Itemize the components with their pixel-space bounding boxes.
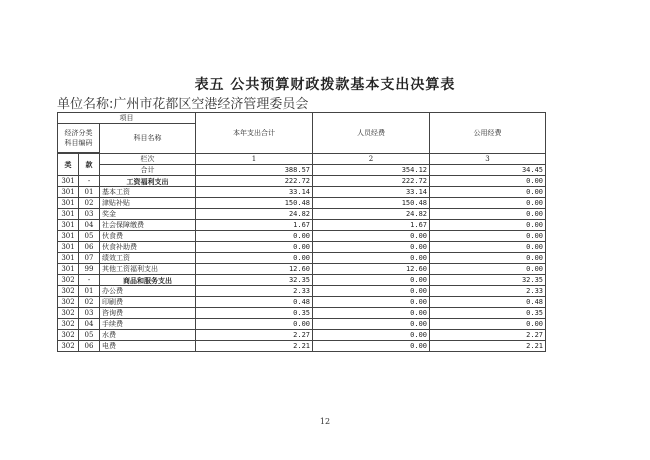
personnel-column-header: 人员经费 [313, 113, 430, 154]
row-subject-name: 印刷费 [100, 297, 196, 308]
row-lei-cell: 302 [58, 308, 79, 319]
col-number-3: 3 [430, 154, 546, 165]
public-column-header: 公用经费 [430, 113, 546, 154]
lei-header: 类 [58, 154, 79, 176]
row-public-amount: 0.00 [430, 242, 546, 253]
row-kuan-cell: 02 [79, 198, 100, 209]
row-kuan-cell: - [79, 275, 100, 286]
row-total-amount: 150.48 [196, 198, 313, 209]
row-public-amount: 0.00 [430, 176, 546, 187]
row-subject-name: 其他工资福利支出 [100, 264, 196, 275]
row-lei-cell: 301 [58, 242, 79, 253]
row-lei-cell: 301 [58, 220, 79, 231]
total-amount: 388.57 [196, 165, 313, 176]
row-public-amount: 0.00 [430, 253, 546, 264]
row-public-amount: 0.00 [430, 231, 546, 242]
row-kuan-cell: 01 [79, 187, 100, 198]
row-subject-name: 绩效工资 [100, 253, 196, 264]
row-total-amount: 1.67 [196, 220, 313, 231]
row-lei-cell: 302 [58, 330, 79, 341]
row-subject-name: 商品和服务支出 [100, 275, 196, 286]
table-row [58, 286, 546, 297]
total-row [58, 165, 546, 176]
row-personnel-amount: 0.00 [313, 286, 430, 297]
table-row [58, 231, 546, 242]
econ-code-header [58, 124, 100, 153]
row-total-amount: 24.82 [196, 209, 313, 220]
row-kuan-cell: 99 [79, 264, 100, 275]
table-row [58, 242, 546, 253]
row-lei-cell: 302 [58, 319, 79, 330]
heji-label: 合计 [100, 165, 196, 176]
row-subject-name: 社会保障缴费 [100, 220, 196, 231]
row-lei-cell: 302 [58, 286, 79, 297]
row-subject-name: 手续费 [100, 319, 196, 330]
row-lei-cell: 301 [58, 231, 79, 242]
row-kuan-cell: 01 [79, 286, 100, 297]
kuan-header: 款 [79, 154, 100, 176]
row-personnel-amount: 0.00 [313, 242, 430, 253]
row-personnel-amount: 0.00 [313, 275, 430, 286]
row-total-amount: 2.27 [196, 330, 313, 341]
row-kuan-cell: 03 [79, 308, 100, 319]
row-subject-name: 咨询费 [100, 308, 196, 319]
row-personnel-amount: 33.14 [313, 187, 430, 198]
econ-code-line1: 经济分类 [64, 128, 93, 137]
page-title: 表五 公共预算财政拨款基本支出决算表 [194, 77, 456, 93]
table-row [58, 209, 546, 220]
col-number-1: 1 [196, 154, 313, 165]
total-public: 34.45 [430, 165, 546, 176]
row-kuan-cell: 02 [79, 297, 100, 308]
row-personnel-amount: 150.48 [313, 198, 430, 209]
row-total-amount: 0.48 [196, 297, 313, 308]
row-personnel-amount: 12.60 [313, 264, 430, 275]
row-kuan-cell: 03 [79, 209, 100, 220]
row-lei-cell: 301 [58, 253, 79, 264]
row-personnel-amount: 0.00 [313, 319, 430, 330]
expenditure-table [57, 112, 546, 352]
table-row [58, 264, 546, 275]
row-personnel-amount: 222.72 [313, 176, 430, 187]
row-subject-name: 办公费 [100, 286, 196, 297]
row-kuan-cell: 06 [79, 341, 100, 352]
row-public-amount: 0.00 [430, 264, 546, 275]
row-subject-name: 工资福利支出 [100, 176, 196, 187]
row-public-amount: 32.35 [430, 275, 546, 286]
col-number-2: 2 [313, 154, 430, 165]
row-personnel-amount: 1.67 [313, 220, 430, 231]
row-lei-cell: 302 [58, 297, 79, 308]
lanci-label: 栏次 [100, 154, 196, 165]
table-row [58, 308, 546, 319]
row-public-amount: 0.00 [430, 209, 546, 220]
table-body [58, 113, 546, 352]
row-kuan-cell: 05 [79, 330, 100, 341]
row-public-amount: 0.00 [430, 319, 546, 330]
unit-name-label: 单位名称:广州市花都区空港经济管理委员会 [57, 97, 309, 112]
table-row [58, 341, 546, 352]
row-kuan-cell: - [79, 176, 100, 187]
row-personnel-amount: 24.82 [313, 209, 430, 220]
row-subject-name: 奖金 [100, 209, 196, 220]
row-personnel-amount: 0.00 [313, 253, 430, 264]
row-public-amount: 0.48 [430, 297, 546, 308]
row-total-amount: 33.14 [196, 187, 313, 198]
row-kuan-cell: 04 [79, 220, 100, 231]
econ-code-line2: 科目编码 [64, 139, 93, 147]
table-row [58, 220, 546, 231]
row-kuan-cell: 05 [79, 231, 100, 242]
row-total-amount: 0.00 [196, 319, 313, 330]
row-subject-name: 水费 [100, 330, 196, 341]
table-row [58, 187, 546, 198]
page-number: 12 [319, 417, 331, 426]
row-lei-cell: 301 [58, 187, 79, 198]
row-subject-name: 伙食费 [100, 231, 196, 242]
row-personnel-amount: 0.00 [313, 297, 430, 308]
row-public-amount: 0.00 [430, 187, 546, 198]
row-lei-cell: 302 [58, 275, 79, 286]
row-total-amount: 0.00 [196, 253, 313, 264]
row-subject-name: 电费 [100, 341, 196, 352]
row-total-amount: 0.00 [196, 231, 313, 242]
row-total-amount: 0.00 [196, 242, 313, 253]
row-total-amount: 2.21 [196, 341, 313, 352]
row-total-amount: 222.72 [196, 176, 313, 187]
row-subject-name: 基本工资 [100, 187, 196, 198]
row-kuan-cell: 07 [79, 253, 100, 264]
row-subject-name: 津贴补贴 [100, 198, 196, 209]
row-subject-name: 伙食补助费 [100, 242, 196, 253]
row-lei-cell: 301 [58, 176, 79, 187]
row-personnel-amount: 0.00 [313, 308, 430, 319]
table-row [58, 330, 546, 341]
row-public-amount: 2.33 [430, 286, 546, 297]
subject-name-header: 科目名称 [100, 124, 196, 154]
table-row [58, 319, 546, 330]
row-total-amount: 12.60 [196, 264, 313, 275]
row-lei-cell: 301 [58, 209, 79, 220]
row-personnel-amount: 0.00 [313, 341, 430, 352]
row-kuan-cell: 04 [79, 319, 100, 330]
row-kuan-cell: 06 [79, 242, 100, 253]
header-row-project [58, 113, 546, 124]
row-personnel-amount: 0.00 [313, 231, 430, 242]
row-total-amount: 0.35 [196, 308, 313, 319]
header-row-lanci [58, 154, 546, 165]
table-row [58, 176, 546, 187]
total-personnel: 354.12 [313, 165, 430, 176]
row-public-amount: 0.00 [430, 198, 546, 209]
table-row [58, 275, 546, 286]
project-header: 项目 [58, 113, 196, 124]
row-personnel-amount: 0.00 [313, 330, 430, 341]
row-lei-cell: 301 [58, 264, 79, 275]
row-public-amount: 0.35 [430, 308, 546, 319]
row-total-amount: 2.33 [196, 286, 313, 297]
table-row [58, 297, 546, 308]
total-column-header: 本年支出合计 [196, 113, 313, 154]
row-lei-cell: 302 [58, 341, 79, 352]
row-public-amount: 0.00 [430, 220, 546, 231]
table-row [58, 253, 546, 264]
table-row [58, 198, 546, 209]
row-public-amount: 2.21 [430, 341, 546, 352]
row-lei-cell: 301 [58, 198, 79, 209]
row-public-amount: 2.27 [430, 330, 546, 341]
row-total-amount: 32.35 [196, 275, 313, 286]
